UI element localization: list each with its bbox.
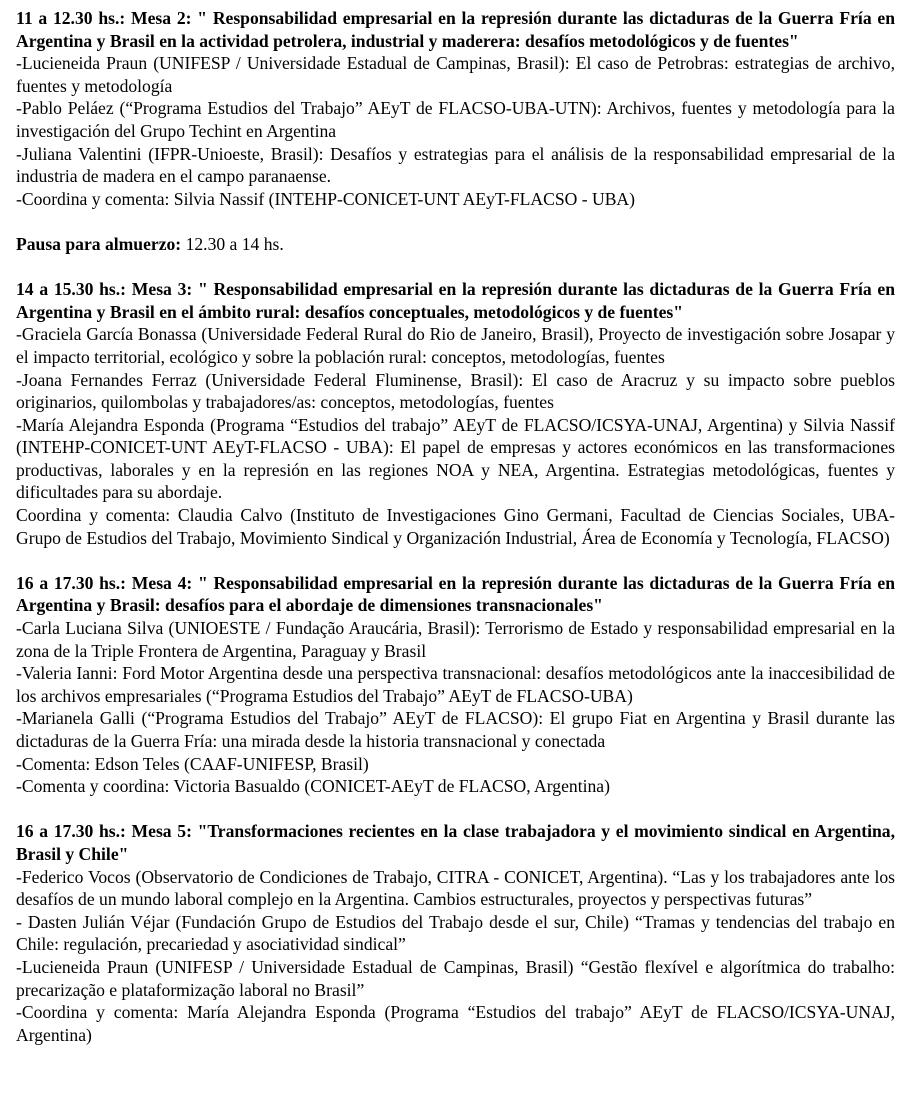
lunch-break [16,233,895,256]
session-mesa: Mesa 3: [131,279,193,300]
lunch-label: Pausa para almuerzo: [16,233,182,254]
session-heading [16,572,895,617]
list-item: -Joana Fernandes Ferraz (Universidade Federal Fluminense, Brasil): El caso de Aracruz y su impacto sobre pueblos originarios, quilombolas y trabajadores/as: conceptos, metodologías, fuentes [16,369,895,413]
session-mesa-5 [16,820,895,1046]
session-mesa: Mesa 5: [131,821,192,842]
session-title: " Responsabilidad empresarial en la represión durante las dictaduras de la Guerra Fría en Argentina y Brasil: desafíos para el abordaje de dimensiones transnacionales" [16,572,895,616]
session-mesa-4 [16,572,895,798]
session-title: "Transformaciones recientes en la clase trabajadora y el movimiento sindical en Argentina, Brasil y Chile" [16,821,895,864]
list-item: -Comenta: Edson Teles (CAAF-UNIFESP, Brasil) [16,753,369,774]
list-item: -Lucieneida Praun (UNIFESP / Universidade Estadual de Campinas, Brasil) “Gestão flexível e algorítmica do trabalho: precarização e plataformização laboral no Brasil” [16,956,895,1000]
session-time: 16 a 17.30 hs.: [16,572,127,593]
list-item: -Carla Luciana Silva (UNIOESTE / Fundação Araucária, Brasil): Terrorismo de Estado y responsabilidad empresarial en la zona de la Triple Frontera de Argentina, Paraguay y Brasil [16,618,895,661]
lunch-time: 12.30 a 14 hs. [181,233,284,254]
session-time: 14 a 15.30 hs.: [16,279,127,300]
session-mesa: Mesa 2: [131,8,192,28]
session-time: 16 a 17.30 hs.: [16,821,126,842]
session-mesa-2 [16,7,895,210]
list-item: Coordina y comenta: Claudia Calvo (Instituto de Investigaciones Gino Germani, Facultad de Ciencias Sociales, UBA- Grupo de Estudios del Trabajo, Movimiento Sindical y Organización Industrial, Área de Economía y Tecnología, FLACSO) [16,505,895,548]
list-item: -Federico Vocos (Observatorio de Condiciones de Trabajo, CITRA - CONICET, Argentina). “Las y los trabajadores ante los desafíos de un mundo laboral complejo en la Argentina. Cambios estructurales, proyectos y perspectivas futuras” [16,866,895,910]
list-item: -Comenta y coordina: Victoria Basualdo (CONICET-AEyT de FLACSO, Argentina) [16,776,610,797]
session-mesa-3 [16,278,895,549]
session-heading [16,7,895,52]
list-item: -Pablo Peláez (“Programa Estudios del Trabajo” AEyT de FLACSO-UBA-UTN): Archivos, fuentes y metodología para la investigación del Grupo Techint en Argentina [16,98,895,141]
list-item: -Lucieneida Praun (UNIFESP / Universidade Estadual de Campinas, Brasil): El caso de Petrobras: estrategias de archivo, fuentes y metodología [16,53,895,96]
list-item: -Coordina y comenta: Silvia Nassif (INTEHP-CONICET-UNT AEyT-FLACSO - UBA) [16,188,635,209]
session-heading [16,820,895,865]
list-item: -Graciela García Bonassa (Universidade Federal Rural do Rio de Janeiro, Brasil), Proyecto de investigación sobre Josapar y el impacto territorial, ecológico y sobre la población rural: conceptos, metodologías, fuentes [16,324,895,367]
session-time: 11 a 12.30 hs.: [16,8,126,28]
list-item: -María Alejandra Esponda (Programa “Estudios del trabajo” AEyT de FLACSO/ICSYA-UNAJ, Argentina) y Silvia Nassif (INTEHP-CONICET-UNT AEyT-FLACSO - UBA): El papel de empresas y actores económicos en las transformaciones productivas, laborales y en la represión en las regiones NOA y NEA, Argentina. Estrategias metodológicas, fuentes y dificultades para su abordaje. [16,414,895,503]
session-title: " Responsabilidad empresarial en la represión durante las dictaduras de la Guerra Fría en Argentina y Brasil en la actividad petrolera, industrial y maderera: desafíos metodológicos y de fuentes" [16,8,895,51]
list-item: -Coordina y comenta: María Alejandra Esponda (Programa “Estudios del trabajo” AEyT de FLACSO/ICSYA-UNAJ, Argentina) [16,1002,895,1045]
session-title: " Responsabilidad empresarial en la represión durante las dictaduras de la Guerra Fría en Argentina y Brasil en el ámbito rural: desafíos conceptuales, metodológicos y de fuentes" [16,279,895,322]
session-heading [16,278,895,323]
list-item: - Dasten Julián Véjar (Fundación Grupo de Estudios del Trabajo desde el sur, Chile) “Tramas y tendencias del trabajo en Chile: regulación, precariedad y asociatividad sindical” [16,911,895,955]
list-item: -Juliana Valentini (IFPR-Unioeste, Brasil): Desafíos y estrategias para el análisis de la responsabilidad empresarial de la industria de madera en el campo paranaense. [16,143,895,187]
session-mesa: Mesa 4: [131,572,193,593]
list-item: -Valeria Ianni: Ford Motor Argentina desde una perspectiva transnacional: desafíos metodológicos ante la inaccesibilidad de los archivos empresariales (“Programa Estudios del Trabajo” AEyT de FLACSO-UBA) [16,663,895,706]
list-item: -Marianela Galli (“Programa Estudios del Trabajo” AEyT de FLACSO): El grupo Fiat en Argentina y Brasil durante las dictaduras de la Guerra Fría: una mirada desde la historia transnacional y conectada [16,708,895,751]
